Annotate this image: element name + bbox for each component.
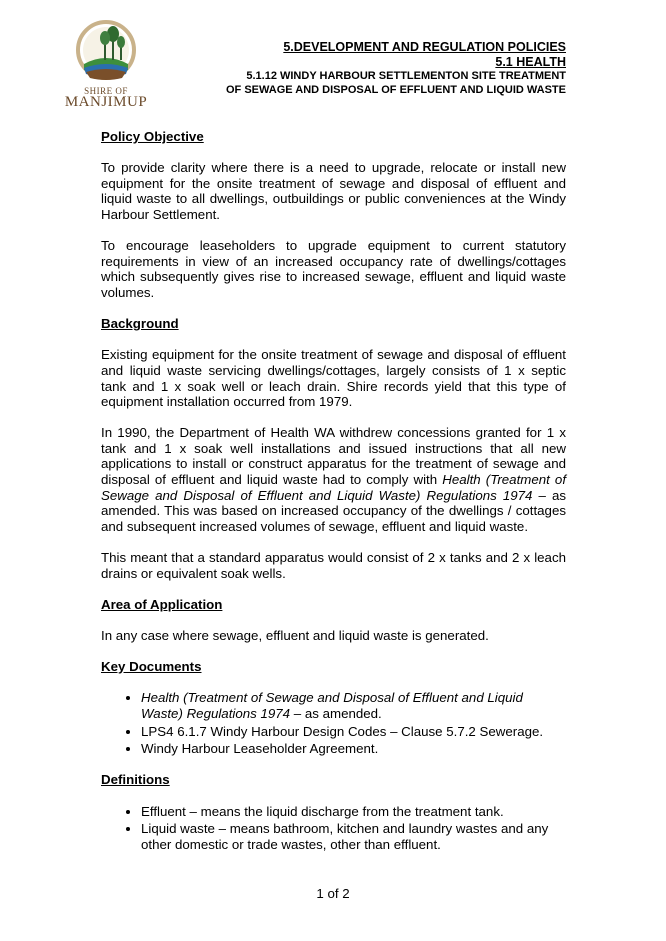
background-paragraph-2-text-a: In 1990, the Department of Health WA withdrew concessions granted for 1 x tank and 1 x soak well installations and issued instructions that all new applications to install or construct apparatus for the treatment of sewage and disposal of effluent and liquid waste had to comply with (101, 425, 566, 488)
policy-objective-paragraph-2: To encourage leaseholders to upgrade equipment to current statutory requirements in view of an increased occupancy rate of dwellings/cottages which subsequently gives rise to increased sewage, effluent and liquid waste volumes. (101, 238, 566, 300)
background-paragraph-2-text-b: – as amended. This was based on increased occupancy of the dwellings / cottages and subsequent increased volumes of sewage, effluent and liquid waste. (101, 487, 567, 534)
page-number: 1 of 2 (316, 886, 350, 901)
list-item-suffix: – as amended. (290, 705, 382, 721)
key-documents-list (101, 690, 566, 756)
background-paragraph-3: This meant that a standard apparatus would consist of 2 x tanks and 2 x leach drains or equivalent soak wells. (101, 550, 566, 581)
list-item: • LPS4 6.1.7 Windy Harbour Design Codes – Clause 5.7.2 Sewerage. (141, 724, 566, 740)
definitions-list (101, 804, 566, 853)
policy-objective-heading: Policy Objective (101, 129, 204, 144)
header-subsection-title: 5.1 HEALTH (495, 55, 566, 69)
definitions-heading: Definitions (101, 772, 170, 788)
policy-objective-paragraph-1: To provide clarity where there is a need to upgrade, relocate or install new equipment for the onsite treatment of sewage and disposal of effluent and liquid waste to all dwellings, outbuildings or public conveniences at the Windy Harbour Settlement. (101, 160, 566, 222)
key-documents-heading: Key Documents (101, 659, 202, 675)
regulations-citation: Health (Treatment of Sewage and Disposal of Effluent and Liquid Waste) Regulations 1974 (101, 472, 567, 503)
logo-text-manjimup: MANJIMUP (64, 94, 148, 110)
regulations-citation: Health (Treatment of Sewage and Disposal of Effluent and Liquid Waste) Regulations 1974 (141, 690, 523, 721)
header-policy-title-line2: OF SEWAGE AND DISPOSAL OF EFFLUENT AND LIQUID WASTE (226, 84, 566, 96)
background-heading: Background (101, 316, 179, 332)
list-item (141, 690, 566, 721)
list-item: • Windy Harbour Leaseholder Agreement. (141, 741, 566, 757)
area-of-application-heading: Area of Application (101, 596, 223, 612)
list-item: • Liquid waste – means bathroom, kitchen and laundry wastes and any other domestic or trade wastes, other than effluent. (141, 821, 566, 852)
header-policy-title-line1: 5.1.12 WINDY HARBOUR SETTLEMENTON SITE TREATMENT (246, 70, 566, 82)
background-paragraph-2 (101, 425, 566, 534)
logo-text-shire-of: SHIRE OF (84, 86, 128, 96)
area-of-application-paragraph: In any case where sewage, effluent and liquid waste is generated. (101, 628, 489, 643)
header-section-title: 5.DEVELOPMENT AND REGULATION POLICIES (283, 40, 566, 54)
list-item: • Effluent – means the liquid discharge from the treatment tank. (141, 804, 566, 820)
document-body (101, 129, 566, 868)
background-paragraph-1: Existing equipment for the onsite treatment of sewage and disposal of effluent and liquid waste servicing dwellings/cottages, largely consists of 1 x septic tank and 1 x soak well or leach drain. Shire records yield that this type of equipment installation occurred from 1979. (101, 347, 566, 410)
